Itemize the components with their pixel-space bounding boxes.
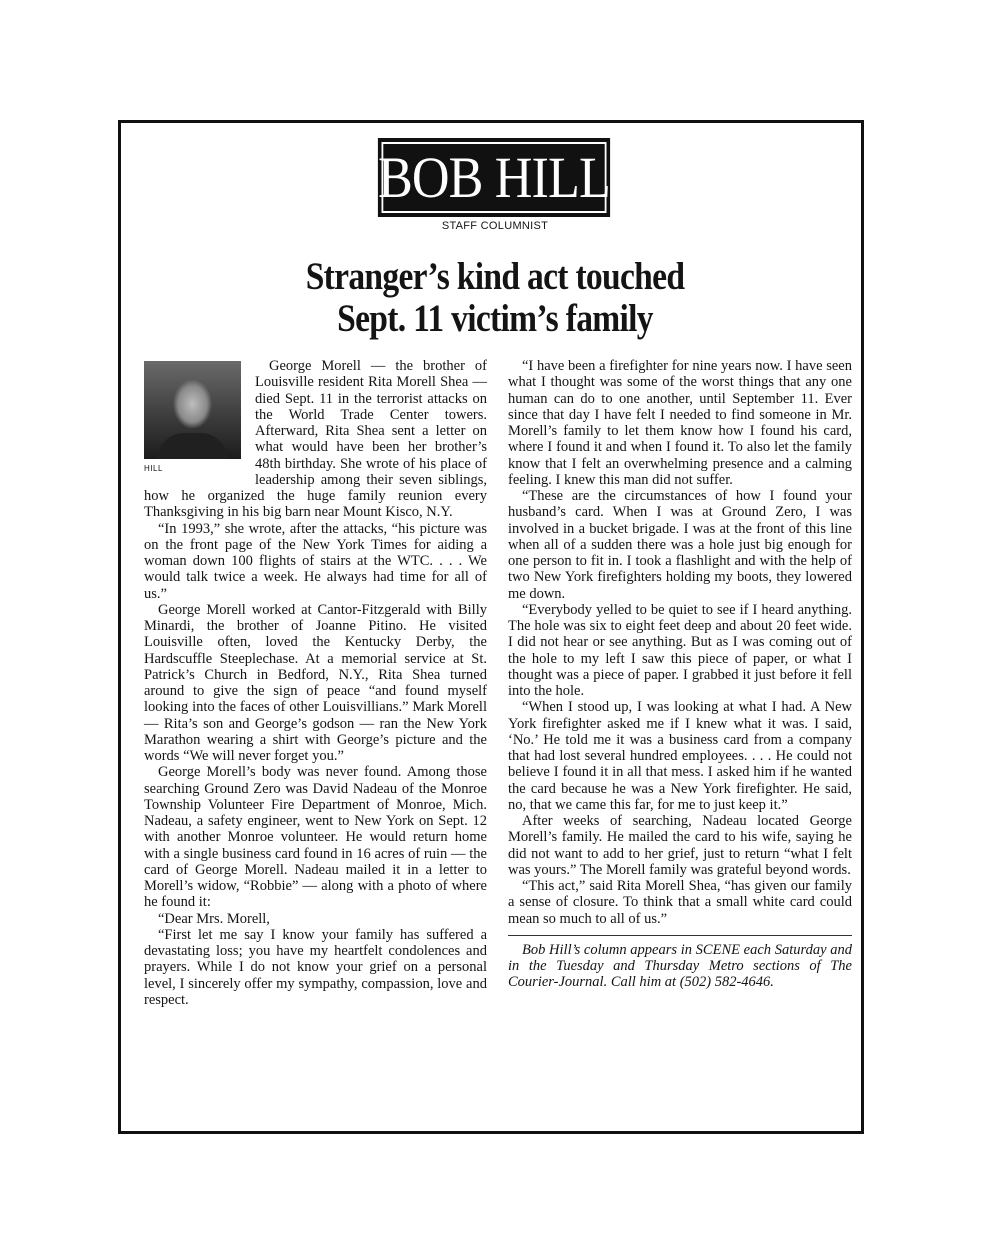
paragraph: “In 1993,” she wrote, after the attacks, “his picture was on the front page of the New York Times for aiding a woman down 100 flights of stairs at the WTC. . . . We would talk twice a week. He always had time for all of us.”	[144, 520, 487, 602]
left-column	[144, 358, 487, 1008]
photo-caption: HILL	[144, 464, 163, 473]
paragraph: “This act,” said Rita Morell Shea, “has given our family a sense of closure. To think that a small white card could mean so much to all of us.”	[508, 878, 852, 927]
paragraph: “Everybody yelled to be quiet to see if I heard anything. The hole was six to eight feet deep and about 20 feet wide. I did not hear or see anything. But as I was coming out of the hole to my left I saw this piece of paper, or what I thought was a piece of paper. I grabbed it just before it fell into the hole.	[508, 601, 852, 699]
columnist-photo	[144, 361, 241, 459]
paragraph: “I have been a firefighter for nine years now. I have seen what I thought was some of the worst things that any one human can do to one another, until September 11. Ever since that day I have felt I needed to find someone in Mr. Morell’s family to let them know how I found his card, where I found it and when I found it. To also let the family know that I felt an overwhelming presence and a calming feeling. I knew this man did not suffer.	[508, 358, 852, 488]
masthead-border	[382, 142, 607, 213]
columnist-name: BOB HILL	[377, 145, 611, 210]
right-column	[508, 358, 852, 991]
paragraph: After weeks of searching, Nadeau located George Morell’s family. He mailed the card to his wife, saying he did not want to add to her grief, just to return “what I felt was yours.” The Morell family was grateful beyond words.	[508, 813, 852, 878]
paragraph: “These are the circumstances of how I found your husband’s card. When I was at Ground Zero, I was involved in a bucket brigade. I was at the front of this line when all of a sudden there was a hole just big enough for one person to fit in. I took a flashlight and with the help of two New York firefighters holding my boots, they lowered me down.	[508, 488, 852, 602]
headline-line-2: Sept. 11 victim’s family	[337, 297, 653, 340]
headline	[241, 256, 748, 340]
divider	[508, 935, 852, 936]
paragraph: “First let me say I know your family has suffered a devastating loss; you have my heartfelt condolences and prayers. While I do not know your grief on a personal level, I sincerely offer my sympathy, compassion, love and respect.	[144, 926, 487, 1008]
paragraph: “Dear Mrs. Morell,	[158, 910, 270, 927]
photo-caption-wrap	[144, 459, 255, 473]
headline-line-1: Stranger’s kind act touched	[305, 255, 685, 298]
columnist-role: STAFF COLUMNIST	[441, 220, 549, 232]
paragraph: George Morell worked at Cantor-Fitzgerald with Billy Minardi, the brother of Joanne Pitino. He visited Louisville often, loved the Kentucky Derby, the Hardscuffle Steeplechase. At a memorial service at St. Patrick’s Church in Bedford, N.Y., Rita Shea turned around to give the sign of peace “and found myself looking into the faces of other Louisvillians.” Mark Morell — Rita’s son and George’s godson — ran the New York Marathon wearing a shirt with George’s picture and the words “We will never forget you.”	[144, 601, 487, 764]
paragraph: George Morell’s body was never found. Among those searching Ground Zero was David Nadeau of the Monroe Township Volunteer Fire Department of Monroe, Mich. Nadeau, a safety engineer, went to New York on Sept. 12 with another Monroe volunteer. He would return home with a single business card found in 16 acres of ruin — the card of George Morell. Nadeau mailed it in a letter to Morell’s widow, “Robbie” — along with a photo of where he found it:	[144, 764, 487, 911]
paragraph: “When I stood up, I was looking at what I had. A New York firefighter asked me if I knew what it was. I said, ‘No.’ He told me it was a business card from a company that had lost several hundred employees. . . . He could not believe I found it in all that mess. I asked him if he wanted the card because he was a New York firefighter. He said, no, that we came this far, for me to just keep it.”	[508, 699, 852, 813]
column-tagline: Bob Hill’s column appears in SCENE each Saturday and in the Tuesday and Thursday Metro sections of The Courier-Journal. Call him at (502) 582-4646.	[508, 941, 852, 991]
paragraph: George Morell — the brother of Louisville resident Rita Morell Shea — died Sept. 11 in the terrorist attacks on the World Trade Center towers. Afterward, Rita Shea sent a letter on what would have been her brother’s 48th birthday. She wrote of his place of leadership among their seven siblings, how he organized the huge family reunion every Thanksgiving in his big barn near Mount Kisco, N.Y.	[144, 358, 487, 521]
masthead	[378, 138, 610, 217]
